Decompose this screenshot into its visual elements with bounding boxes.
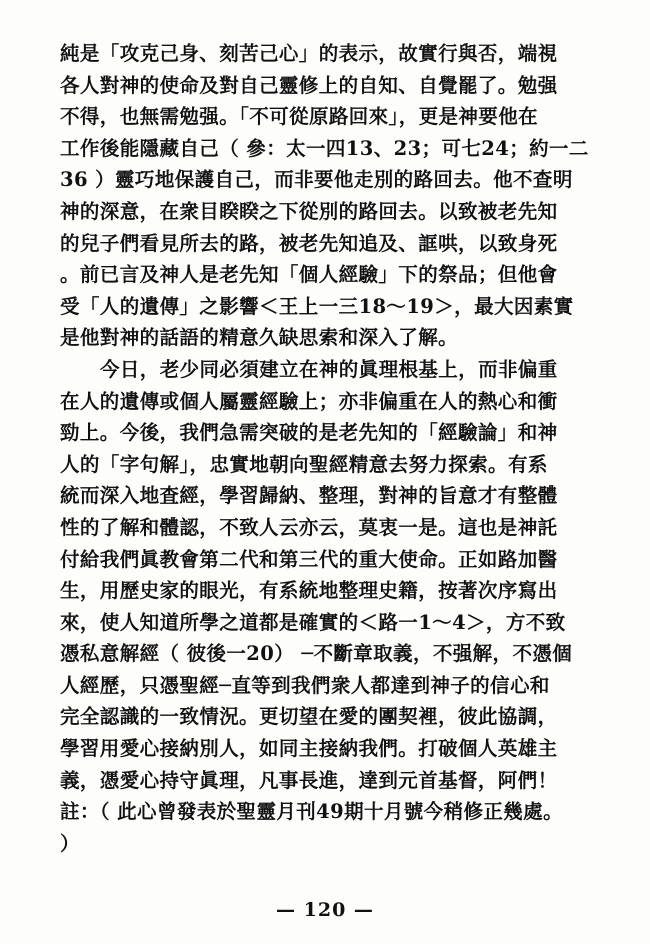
text-line: 在人的遺傳或個人屬靈經驗上；亦非偏重在人的熱心和衝 <box>60 389 558 413</box>
text-line: 各人對神的使命及對自己靈修上的自知、自覺罷了。勉强 <box>60 73 558 97</box>
text-line: 來，使人知道所學之道都是確實的＜路一1～4＞，方不致 <box>60 610 566 634</box>
page-number: — 120 — <box>276 899 374 921</box>
text-line: 不得，也無需勉强。「不可從原路回來」，更是神要他在 <box>60 105 539 129</box>
text-line: 人經歷，只憑聖經─直等到我們衆人都達到神子的信心和 <box>60 673 550 697</box>
text-line: 36 ）靈巧地保護自己，而非要他走別的路回去。他不查明 <box>60 168 573 192</box>
text-line: 付給我們眞教會第二代和第三代的重大使命。正如路加醫 <box>60 547 558 571</box>
text-line: 性的了解和體認，不致人云亦云，莫衷一是。這也是神託 <box>60 515 558 539</box>
note-line: 註：（ 此心曾發表於聖靈月刊49期十月號今稍修正幾處。 <box>60 800 563 824</box>
text-line: 完全認識的一致情況。更切望在愛的團契裡，彼此協調， <box>60 705 558 729</box>
note-line: ） <box>60 831 80 855</box>
text-line: 義，憑愛心持守眞理，凡事長進，達到元首基督，阿們！ <box>60 768 558 792</box>
text-line: 是他對神的話語的精意久缺思索和深入了解。 <box>60 326 459 350</box>
text-line: 的兒子們看見所去的路，被老先知追及、誆哄，以致身死 <box>60 231 558 255</box>
text-line: 學習用愛心接納別人，如同主接納我們。打破個人英雄主 <box>60 737 558 761</box>
text-line: 神的深意，在衆目睽睽之下從別的路回去。以致被老先知 <box>60 199 558 223</box>
text-line: 勁上。今後，我們急需突破的是老先知的「經驗論」和神 <box>60 421 558 445</box>
body-text <box>60 38 600 859</box>
text-line: 人的「字句解」，忠實地朝向聖經精意去努力探索。有系 <box>60 452 548 476</box>
text-line: 純是「攻克己身、刻苦己心」的表示，故實行與否，端視 <box>60 42 558 65</box>
text-line: 受「人的遺傳」之影響＜王上一三18～19＞，最大因素實 <box>60 294 574 318</box>
text-line: 工作後能隱藏自己（ 參：太一四13、23；可七24；約一二 <box>60 136 589 160</box>
text-line: 。前已言及神人是老先知「個人經驗」下的祭品；但他會 <box>60 263 558 287</box>
text-line: 統而深入地査經，學習歸納、整理，對神的旨意才有整體 <box>60 484 558 508</box>
text-line: 生，用歷史家的眼光，有系統地整理史籍，按著次序寫出 <box>60 579 558 603</box>
paragraph-start-line: 今日，老少同必須建立在神的眞理根基上，而非偏重 <box>100 357 558 381</box>
text-line: 憑私意解經（ 彼後一20） ─不斷章取義，不强解，不憑個 <box>60 642 573 666</box>
